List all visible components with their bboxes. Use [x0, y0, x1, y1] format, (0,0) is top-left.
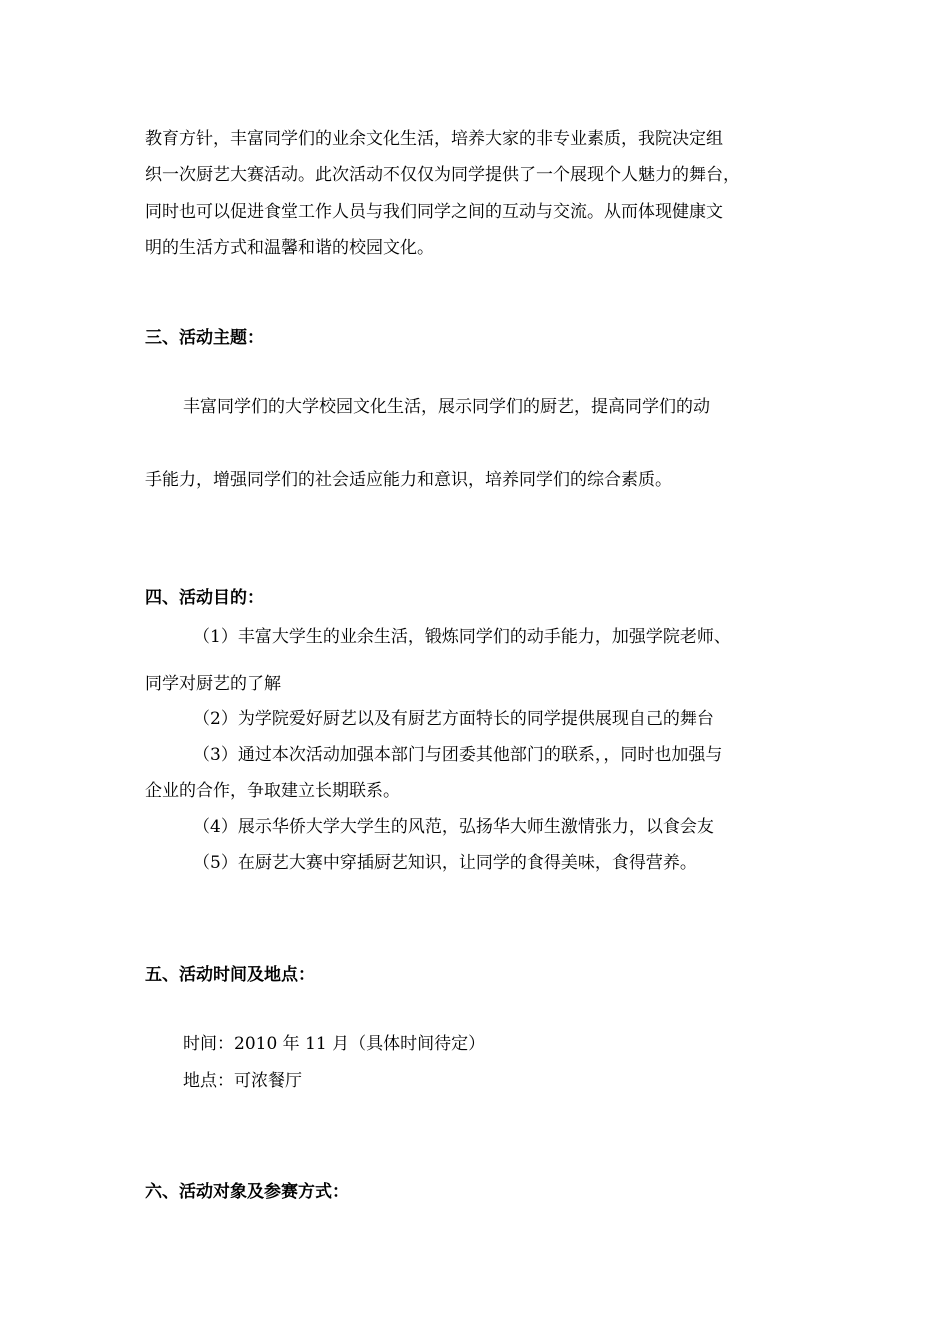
section-heading-participants: 六、活动对象及参赛方式： [145, 1182, 349, 1202]
theme-line: 丰富同学们的大学校园文化生活，展示同学们的厨艺，提高同学们的动 [183, 397, 710, 417]
purpose-item: （4）展示华侨大学大学生的风范，弘扬华大师生激情张力，以食会友 [193, 817, 714, 837]
section-heading-time-place: 五、活动时间及地点： [145, 965, 315, 985]
section-heading-purpose: 四、活动目的： [145, 588, 264, 608]
purpose-item: （2）为学院爱好厨艺以及有厨艺方面特长的同学提供展现自己的舞台 [193, 709, 714, 729]
theme-line: 手能力，增强同学们的社会适应能力和意识，培养同学们的综合素质。 [145, 470, 672, 490]
section-heading-theme: 三、活动主题： [145, 328, 264, 348]
purpose-item-continued: 企业的合作，争取建立长期联系。 [145, 781, 400, 801]
event-time: 时间：2010 年 11 月（具体时间待定） [183, 1034, 486, 1054]
intro-line: 同时也可以促进食堂工作人员与我们同学之间的互动与交流。从而体现健康文 [145, 202, 723, 222]
intro-line: 明的生活方式和温馨和谐的校园文化。 [145, 238, 434, 258]
purpose-item: （5）在厨艺大赛中穿插厨艺知识，让同学的食得美味，食得营养。 [193, 853, 697, 873]
purpose-item: （1）丰富大学生的业余生活，锻炼同学们的动手能力，加强学院老师、 [193, 627, 731, 647]
intro-line: 教育方针，丰富同学们的业余文化生活，培养大家的非专业素质，我院决定组 [145, 129, 723, 149]
event-place: 地点：可浓餐厅 [183, 1071, 302, 1091]
intro-line: 织一次厨艺大赛活动。此次活动不仅仅为同学提供了一个展现个人魅力的舞台， [145, 165, 740, 185]
purpose-item: （3）通过本次活动加强本部门与团委其他部门的联系，，同时也加强与 [193, 745, 723, 765]
purpose-item-continued: 同学对厨艺的了解 [145, 674, 281, 694]
